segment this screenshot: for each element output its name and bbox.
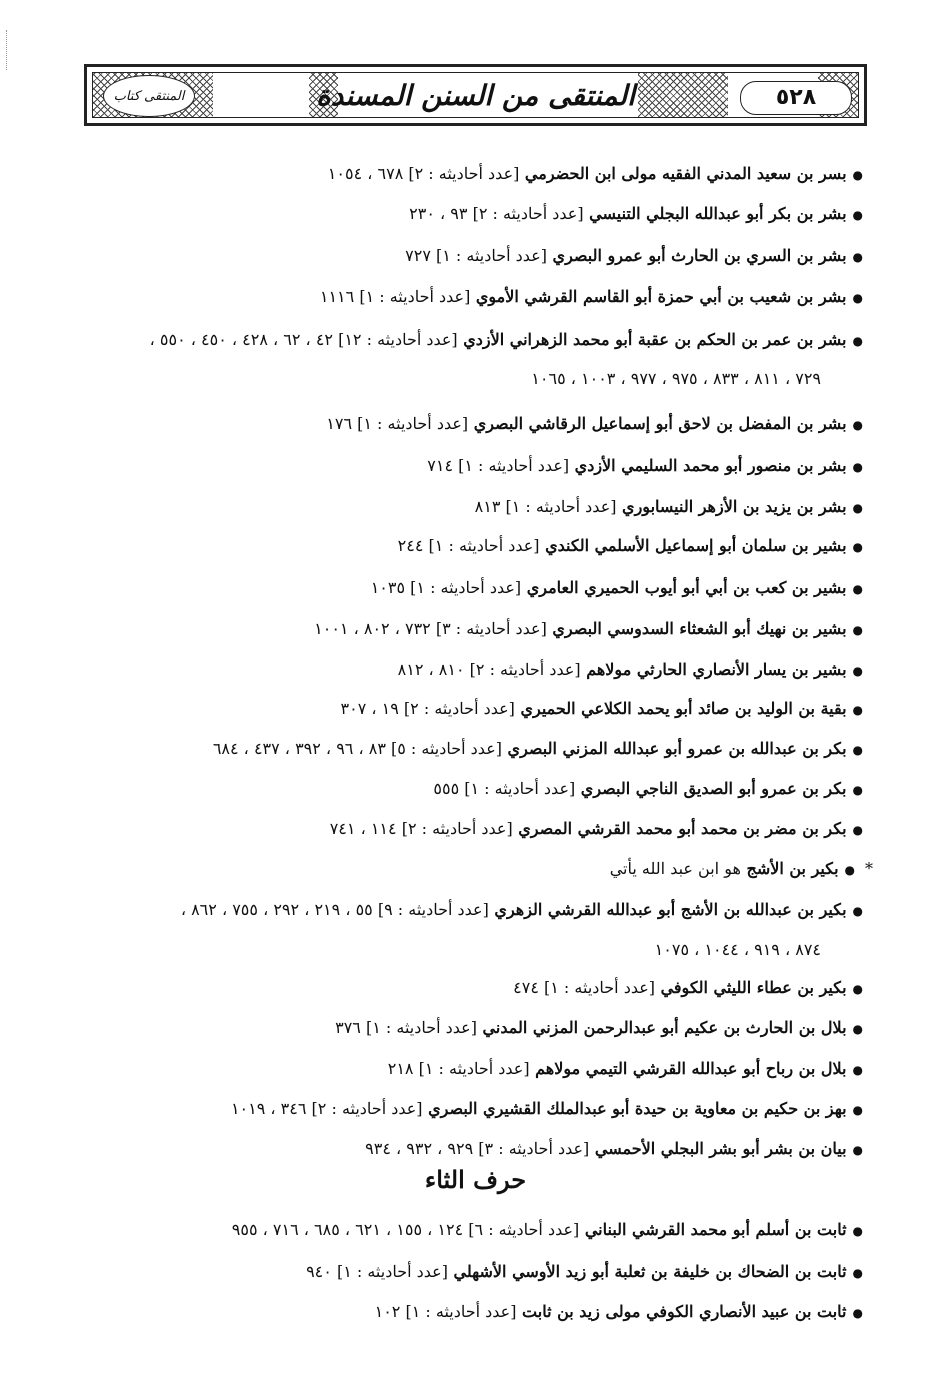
hadith-count-and-numbers: [عدد أحاديثه : ٥] ٨٣ ، ٩٦ ، ٣٩٢ ، ٤٣٧ ، ٦٨٤ [212,739,502,758]
hadith-count-and-numbers: [عدد أحاديثه : ١٢] ٤٢ ، ٦٢ ، ٤٢٨ ، ٤٥٠ ، ٥٥٠ ، [149,330,458,349]
bullet-icon: ● [844,863,855,877]
narrator-name: بشير بن نهيك أبو الشعثاء السدوسي البصري [546,619,847,638]
bullet-icon: ● [852,664,863,678]
narrator-name: بيان بن بشر أبو بشر البجلي الأحمسي [589,1139,847,1158]
hadith-count-and-numbers: [عدد أحاديثه : ٢] ١٩ ، ٣٠٧ [340,699,515,718]
narrator-name: بشير بن سلمان أبو إسماعيل الأسلمي الكندي [539,536,847,555]
narrator-name: بشير بن يسار الأنصاري الحارثي مولاهم [580,660,847,679]
list-item [181,896,863,924]
list-item [398,532,863,560]
narrator-name: بكير بن الأشج [740,859,839,878]
list-item [341,695,863,723]
narrator-name: بكر بن عبدالله بن عمرو أبو عبدالله المزني البصري [501,739,847,758]
bullet-icon: ● [852,334,863,348]
list-item [427,452,863,480]
bullet-icon: ● [852,823,863,837]
bullet-icon: ● [852,982,863,996]
bullet-icon: ● [852,1224,863,1238]
hadith-count-and-numbers: [عدد أحاديثه : ١] ٧١٤ [427,456,570,475]
list-item [330,815,863,843]
hadith-count-and-numbers: [عدد أحاديثه : ١] ٧٢٧ [405,246,547,265]
book-title: المنتقى من السنن المسندة [316,78,635,112]
bullet-icon: ● [852,208,863,222]
list-item [388,1055,863,1083]
list-item [398,656,863,684]
narrator-name: بهز بن حكيم بن معاوية بن حيدة أبو عبدالملك القشيري البصري [422,1099,847,1118]
hadith-count-and-numbers: [عدد أحاديثه : ٢] ١١٤ ، ٧٤١ [329,819,513,838]
header-ornament-border [92,72,859,118]
list-item [513,974,863,1002]
hadith-count-and-numbers: [عدد أحاديثه : ٣] ٩٢٩ ، ٩٣٢ ، ٩٣٤ [365,1139,590,1158]
narrator-name: بشر بن عمر بن الحكم بن عقبة أبو محمد الزهراني الأزدي [457,330,847,349]
bullet-icon: ● [852,1063,863,1077]
bullet-icon: ● [852,1022,863,1036]
list-item [326,410,863,438]
bullet-icon: ● [852,1143,863,1157]
bullet-icon: ● [852,460,863,474]
page-header [84,64,867,126]
bullet-icon: ● [852,501,863,515]
hadith-count-and-numbers: [عدد أحاديثه : ٦] ١٢٤ ، ١٥٥ ، ٦٢١ ، ٦٨٥ ، ٧١٦ ، ٩٥٥ [231,1220,580,1239]
list-item [610,855,855,883]
list-item [213,735,863,763]
hadith-count-and-numbers: هو ابن عبد الله يأتي [609,859,741,878]
narrator-name: بشر بن السري بن الحارث أبو عمرو البصري [546,246,847,265]
hadith-count-and-numbers: [عدد أحاديثه : ١] ١١١٦ [319,287,471,306]
narrator-name: بكر بن عمرو أبو الصديق الناجي البصري [575,779,847,798]
star-marker-icon: * [865,859,873,878]
bullet-icon: ● [852,540,863,554]
hadith-count-and-numbers: [عدد أحاديثه : ١] ١٠٢ [374,1302,517,1321]
list-item [314,615,863,643]
list-item [320,283,863,311]
hadith-count-and-numbers: [عدد أحاديثه : ١] ١٠٣٥ [370,578,522,597]
hadith-count-and-numbers: [عدد أحاديثه : ١] ٢١٨ [387,1059,530,1078]
hadith-count-and-numbers: [عدد أحاديثه : ١] ٤٧٤ [513,978,655,997]
bullet-icon: ● [852,582,863,596]
narrator-name: بشر بن منصور أبو محمد السليمي الأزدي [569,456,847,475]
narrator-name: ثابت بن عبيد الأنصاري الكوفي مولى زيد بن ثابت [516,1302,847,1321]
narrator-name: بشير بن كعب بن أبي أبو أيوب الحميري العامري [521,578,847,597]
section-heading: حرف الثاء [424,1165,527,1194]
narrator-name: ثابت بن أسلم أبو محمد القرشي البناني [579,1220,847,1239]
bullet-icon: ● [852,168,863,182]
narrator-name: بكير بن عبدالله بن الأشج أبو عبدالله القرشي الزهري [488,900,847,919]
narrator-name: بشر بن بكر أبو عبدالله البجلي التنيسي [583,204,847,223]
list-item [433,775,863,803]
narrator-name: بشر بن شعيب بن أبي حمزة أبو القاسم القرشي الأموي [470,287,847,306]
list-item [335,1014,863,1042]
list-item [231,1095,863,1123]
bullet-icon: ● [852,703,863,717]
list-item [365,1135,863,1163]
list-item [328,160,863,188]
list-item [306,1258,863,1286]
narrator-name: بلال بن الحارث بن عكيم أبو عبدالرحمن المزني المدني [476,1018,847,1037]
hadith-count-and-numbers: [عدد أحاديثه : ٢] ٩٣ ، ٢٣٠ [409,204,584,223]
narrator-name: بكر بن مضر بن محمد أبو محمد القرشي المصري [512,819,847,838]
book-medallion-logo: المنتقى كتاب [103,75,195,117]
narrator-name: بلال بن رباح أبو عبدالله القرشي التيمي مولاهم [529,1059,847,1078]
list-item [475,493,863,521]
list-item [150,326,863,354]
bullet-icon: ● [852,1266,863,1280]
bullet-icon: ● [852,418,863,432]
narrator-name: بكير بن عطاء الليثي الكوفي [655,978,847,997]
bullet-icon: ● [852,623,863,637]
narrator-name: بسر بن سعيد المدني الفقيه مولى ابن الحضرمي [519,164,847,183]
hadith-count-and-numbers: [عدد أحاديثه : ١] ٩٤٠ [306,1262,448,1281]
hadith-count-and-numbers: [عدد أحاديثه : ١] ٢٤٤ [397,536,540,555]
list-item [232,1216,863,1244]
narrator-name: بشر بن المفضل بن لاحق أبو إسماعيل الرقاشي البصري [468,414,847,433]
hadith-numbers-continuation: ٨٧٤ ، ٩١٩ ، ١٠٤٤ ، ١٠٧٥ [654,940,821,959]
narrator-name: بقية بن الوليد بن صائد أبو يحمد الكلاعي الحميري [514,699,847,718]
list-item [405,242,863,270]
bullet-icon: ● [852,1103,863,1117]
bullet-icon: ● [852,783,863,797]
narrator-name: ثابت بن الضحاك بن خليفة بن ثعلبة أبو زيد الأوسي الأشهلي [447,1262,847,1281]
bullet-icon: ● [852,291,863,305]
scan-edge-mark [6,30,10,70]
hadith-count-and-numbers: [عدد أحاديثه : ٢] ٣٤٦ ، ١٠١٩ [230,1099,423,1118]
hadith-count-and-numbers: [عدد أحاديثه : ٣] ٧٣٢ ، ٨٠٢ ، ١٠٠١ [314,619,547,638]
hadith-numbers-continuation: ٧٢٩ ، ٨١١ ، ٨٣٣ ، ٩٧٥ ، ٩٧٧ ، ١٠٠٣ ، ١٠٦٥ [531,369,821,388]
hadith-count-and-numbers: [عدد أحاديثه : ٩] ٥٥ ، ٢١٩ ، ٢٩٢ ، ٧٥٥ ، ٨٦٢ ، [180,900,489,919]
list-item [409,200,863,228]
bullet-icon: ● [852,250,863,264]
page-number: ٥٢٨ [740,81,852,115]
hadith-count-and-numbers: [عدد أحاديثه : ٢] ٨١٠ ، ٨١٢ [397,660,581,679]
hadith-count-and-numbers: [عدد أحاديثه : ١] ٣٧٦ [335,1018,477,1037]
bullet-icon: ● [852,1306,863,1320]
list-item [371,574,863,602]
narrator-name: بشر بن يزيد بن الأزهر النيسابوري [616,497,847,516]
hadith-count-and-numbers: [عدد أحاديثه : ١] ٥٥٥ [433,779,576,798]
bullet-icon: ● [852,743,863,757]
hadith-count-and-numbers: [عدد أحاديثه : ١] ١٧٦ [326,414,469,433]
bullet-icon: ● [852,904,863,918]
list-item [375,1298,863,1326]
hadith-count-and-numbers: [عدد أحاديثه : ٢] ٦٧٨ ، ١٠٥٤ [327,164,520,183]
hadith-count-and-numbers: [عدد أحاديثه : ١] ٨١٣ [474,497,617,516]
